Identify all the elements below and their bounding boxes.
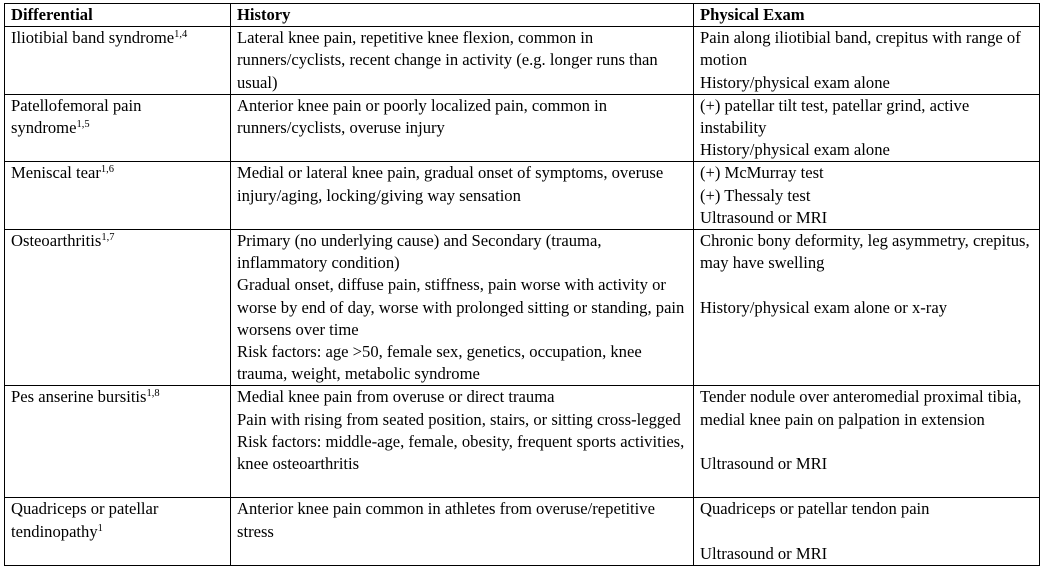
header-history: History <box>231 4 694 27</box>
history-cell <box>231 386 694 498</box>
history-line: Pain with rising from seated position, stairs, or sitting cross-legged <box>237 409 681 429</box>
differential-name: Pes anserine bursitis <box>11 387 147 407</box>
history-cell <box>231 27 694 95</box>
differential-cell <box>5 162 231 230</box>
history-line: Anterior knee pain or poorly localized pain, common in runners/cyclists, overuse injury <box>237 95 608 138</box>
exam-line: History/physical exam alone or x-ray <box>700 297 947 317</box>
differential-name: Iliotibial band syndrome <box>11 28 175 48</box>
differential-name: Meniscal tear <box>11 163 101 183</box>
exam-cell <box>694 230 1040 386</box>
exam-line: Quadriceps or patellar tendon pain <box>700 499 930 519</box>
table-row <box>5 94 1040 162</box>
exam-cell <box>694 162 1040 230</box>
differential-diagnosis-table <box>4 3 1040 566</box>
table-row <box>5 498 1040 566</box>
differential-cell <box>5 27 231 95</box>
differential-cell <box>5 498 231 566</box>
exam-line: Chronic bony deformity, leg asymmetry, crepitus, may have swelling <box>700 231 1030 273</box>
history-line: Medial knee pain from overuse or direct trauma <box>237 387 555 407</box>
exam-line: Ultrasound or MRI <box>700 207 828 227</box>
exam-cell <box>694 498 1040 566</box>
history-cell <box>231 230 694 386</box>
differential-name: Quadriceps or patellar tendinopathy <box>11 499 159 541</box>
reference-superscript: 1 <box>97 522 103 534</box>
reference-superscript: 1,7 <box>101 232 115 244</box>
history-line: Anterior knee pain common in athletes from overuse/repetitive stress <box>237 499 655 541</box>
differential-cell <box>5 94 231 162</box>
exam-line: (+) patellar tilt test, patellar grind, active instability <box>700 95 970 138</box>
exam-line: History/physical exam alone <box>700 140 890 160</box>
exam-line: Pain along iliotibial band, crepitus with range of motion <box>700 28 1021 70</box>
history-cell <box>231 162 694 230</box>
history-cell <box>231 94 694 162</box>
spacer <box>700 431 1033 453</box>
history-line: Gradual onset, diffuse pain, stiffness, pain worse with activity or worse by end of day, worse with prolonged sitting or standing, pain worsens over time <box>237 275 685 339</box>
reference-superscript: 1,5 <box>76 119 90 131</box>
exam-line: Tender nodule over anteromedial proximal tibia, medial knee pain on palpation in extension <box>700 387 1022 429</box>
header-row <box>5 4 1040 27</box>
exam-line: (+) Thessaly test <box>700 185 811 205</box>
exam-line: (+) McMurray test <box>700 163 824 183</box>
table-row <box>5 230 1040 386</box>
exam-cell <box>694 27 1040 95</box>
table-row <box>5 386 1040 498</box>
differential-name: Osteoarthritis <box>11 231 102 251</box>
history-line: Risk factors: middle-age, female, obesity, frequent sports activities, knee osteoarthritis <box>237 431 685 474</box>
differential-name: Patellofemoral pain syndrome <box>11 95 142 138</box>
exam-line: Ultrasound or MRI <box>700 543 828 563</box>
history-cell <box>231 498 694 566</box>
spacer <box>700 274 1033 296</box>
spacer <box>700 521 1033 543</box>
reference-superscript: 1,8 <box>146 388 160 400</box>
table-row <box>5 162 1040 230</box>
exam-line: History/physical exam alone <box>700 72 890 92</box>
history-line: Risk factors: age >50, female sex, genetics, occupation, knee trauma, weight, metabolic syndrome <box>237 342 642 384</box>
table-row <box>5 27 1040 95</box>
header-physical-exam: Physical Exam <box>694 4 1040 27</box>
reference-superscript: 1,4 <box>174 29 188 41</box>
exam-cell <box>694 386 1040 498</box>
exam-line: Ultrasound or MRI <box>700 454 828 474</box>
header-differential: Differential <box>5 4 231 27</box>
history-line: Lateral knee pain, repetitive knee flexion, common in runners/cyclists, recent change in activity (e.g. longer runs than usual) <box>237 28 658 92</box>
history-line: Medial or lateral knee pain, gradual onset of symptoms, overuse injury/aging, locking/giving way sensation <box>237 163 664 205</box>
differential-cell <box>5 386 231 498</box>
exam-cell <box>694 94 1040 162</box>
history-line: Primary (no underlying cause) and Secondary (trauma, inflammatory condition) <box>237 231 602 273</box>
differential-cell <box>5 230 231 386</box>
reference-superscript: 1,6 <box>100 164 114 176</box>
